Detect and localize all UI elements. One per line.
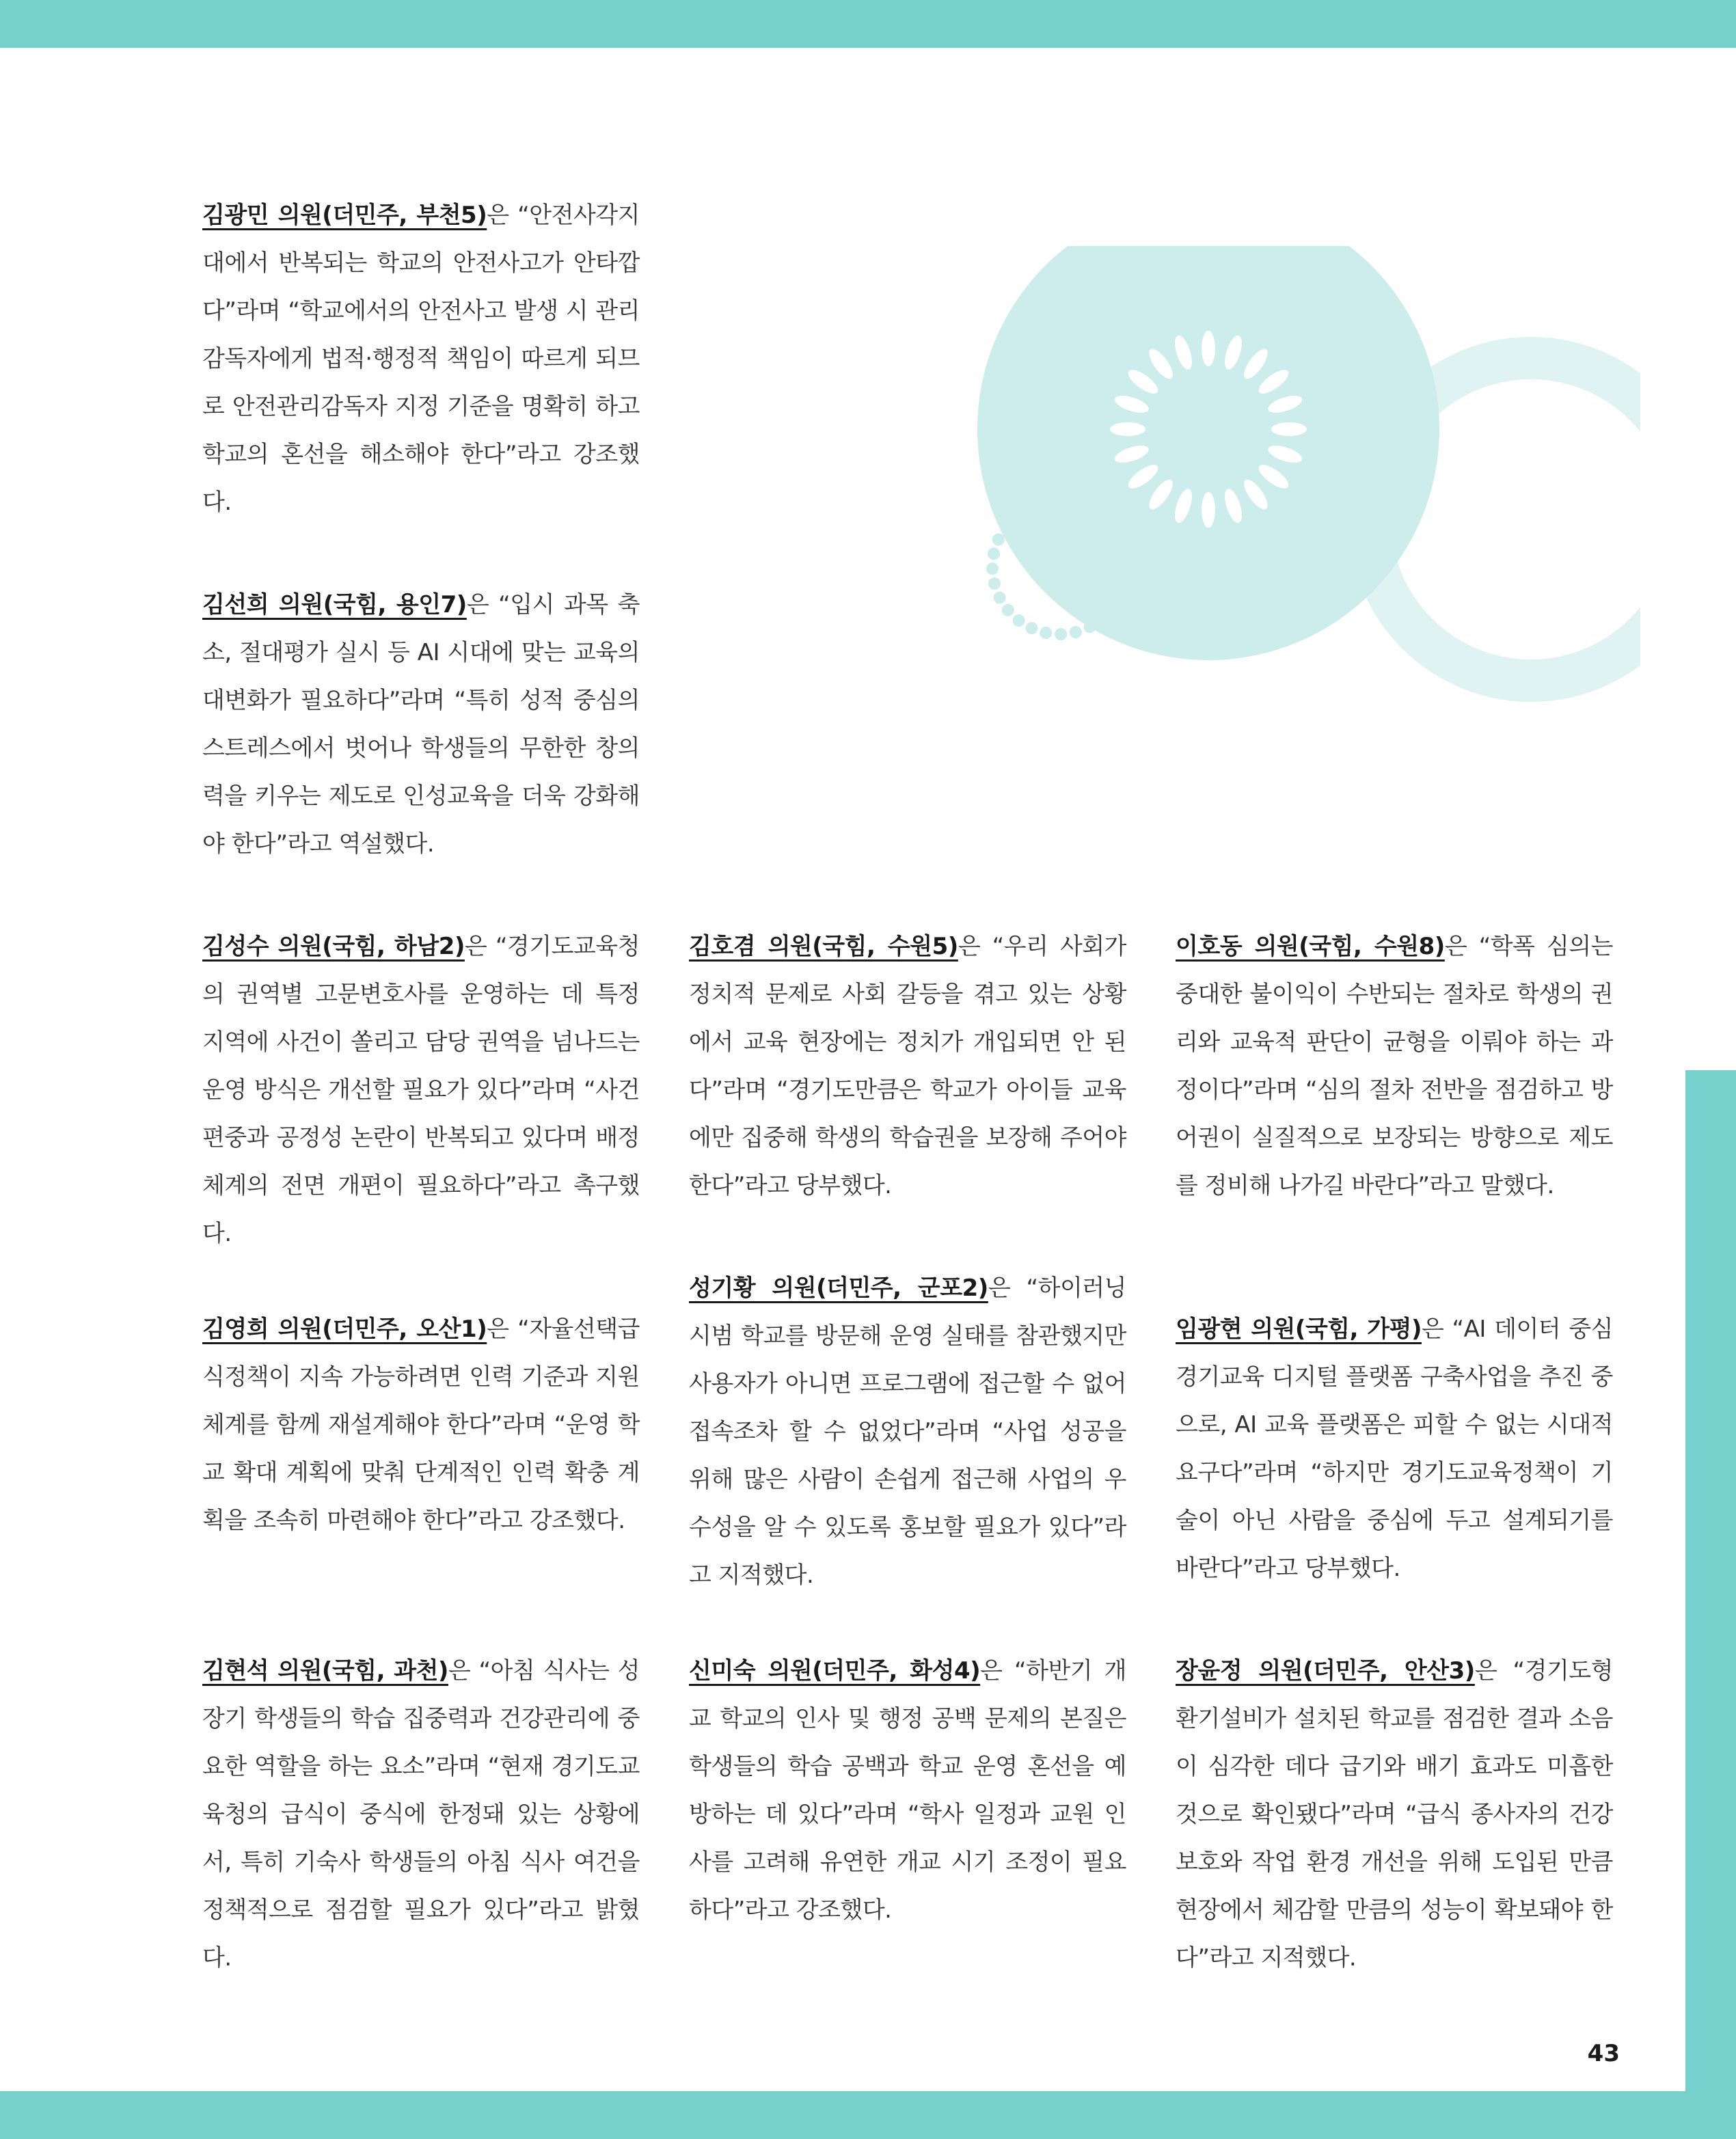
statement-text: 은 “아침 식사는 성장기 학생들의 학습 집중력과 건강관리에 중요한 역할을 하는 요소”라며 “현재 경기도교육청의 급식이 중식에 한정돼 있는 상황에서, 특히 기숙사 학생들의 아침 식사 여건을 정책적으로 점검할 필요가 있다”라고 밝혔다. [202,1657,640,1972]
statement-text: 은 “하반기 개교 학교의 인사 및 행정 공백 문제의 본질은 학생들의 학습 공백과 학교 운영 혼선을 예방하는 데 있다”라며 “학사 일정과 교원 인사를 고려해 유연한 개교 시기 조정이 필요하다”라고 강조했다. [689,1657,1126,1924]
statement-text: 은 “입시 과목 축소, 절대평가 실시 등 AI 시대에 맞는 교육의 대변화가 필요하다”라며 “특히 성적 중심의 스트레스에서 벗어나 학생들의 무한한 창의력을 키우는 제도로 인성교육을 더욱 강화해야 한다”라고 역설했다. [202,591,640,858]
bottom-accent-band [0,2091,1736,2139]
statement-kim-seongsu [202,923,640,1257]
statement-kim-hyeonseok [202,1647,640,1982]
page-number: 43 [1587,2040,1620,2067]
statement-sin-misuk [689,1647,1126,1934]
member-name: 김호겸 의원(국힘, 수원5) [689,933,958,960]
statement-text: 은 “안전사각지대에서 반복되는 학교의 안전사고가 안타깝다”라며 “학교에서의 안전사고 발생 시 관리감독자에게 법적·행정적 책임이 따르게 되므로 안전관리감독자 지정 기준을 명확히 하고 학교의 혼선을 해소해야 한다”라고 강조했다. [202,202,640,516]
statement-kim-yeonghui [202,1305,640,1544]
member-name: 김영희 의원(더민주, 오산1) [202,1316,487,1343]
member-name: 임광현 의원(국힘, 가평) [1176,1316,1422,1343]
member-name: 장윤정 의원(더민주, 안산3) [1176,1657,1475,1685]
statement-text: 은 “학폭 심의는 중대한 불이익이 수반되는 절차로 학생의 권리와 교육적 판단이 균형을 이뤄야 하는 과정이다”라며 “심의 절차 전반을 점검하고 방어권이 실질적으로 보장되는 방향으로 제도를 정비해 나가길 바란다”라고 말했다. [1176,933,1613,1199]
statement-kim-gwangmin [202,191,640,526]
member-name: 김광민 의원(더민주, 부천5) [202,202,487,229]
statement-text: 은 “우리 사회가 정치적 문제로 사회 갈등을 겪고 있는 상황에서 교육 현장에는 정치가 개입되면 안 된다”라며 “경기도만큼은 학교가 아이들 교육에만 집중해 학생의 학습권을 보장해 주어야 한다”라고 당부했다. [689,933,1126,1199]
member-name: 김성수 의원(국힘, 하남2) [202,933,465,960]
statement-jang-yunjeong [1176,1647,1613,1982]
member-name: 성기황 의원(더민주, 군포2) [689,1275,988,1302]
member-name: 김현석 의원(국힘, 과천) [202,1657,448,1685]
member-name: 이호동 의원(국힘, 수원8) [1176,933,1445,960]
statement-text: 은 “경기도교육청의 권역별 고문변호사를 운영하는 데 특정 지역에 사건이 쏠리고 담당 권역을 넘나드는 운영 방식은 개선할 필요가 있다”라며 “사건 편중과 공정성 논란이 반복되고 있다며 배정체계의 전면 개편이 필요하다”라고 촉구했다. [202,933,640,1247]
sparkle-circle-icon [957,246,1640,752]
statement-text: 은 “AI 데이터 중심 경기교육 디지털 플랫폼 구축사업을 추진 중으로, AI 교육 플랫폼은 피할 수 없는 시대적 요구다”라며 “하지만 경기도교육정책이 기술이 아닌 사람을 중심에 두고 설계되기를 바란다”라고 당부했다. [1176,1316,1614,1582]
top-accent-band [0,0,1736,48]
statement-lee-hodong [1176,923,1613,1210]
statement-im-gwanghyeon [1176,1305,1613,1592]
member-name: 김선희 의원(국힘, 용인7) [202,591,467,618]
statement-text: 은 “경기도형 환기설비가 설치된 학교를 점검한 결과 소음이 심각한 데다 급기와 배기 효과도 미흡한 것으로 확인됐다”라며 “급식 종사자의 건강 보호와 작업 환경 개선을 위해 도입된 만큼 현장에서 체감할 만큼의 성능이 확보돼야 한다”라고 지적했다. [1176,1657,1613,1972]
statement-text: 은 “자율선택급식정책이 지속 가능하려면 인력 기준과 지원체계를 함께 재설계해야 한다”라며 “운영 학교 확대 계획에 맞춰 단계적인 인력 확충 계획을 조속히 마련해야 한다”라고 강조했다. [202,1316,640,1534]
statement-seong-gihwang [689,1264,1126,1599]
statement-kim-seonhui [202,581,640,868]
statement-kim-hogyeom [689,923,1126,1210]
side-accent-band [1685,1070,1736,2139]
statement-text: 은 “하이러닝 시범 학교를 방문해 운영 실태를 참관했지만 사용자가 아니면 프로그램에 접근할 수 없어 접속조차 할 수 없었다”라며 “사업 성공을 위해 많은 사람이 손쉽게 접근해 사업의 우수성을 알 수 있도록 홍보할 필요가 있다”라고 지적했다. [689,1275,1126,1589]
member-name: 신미숙 의원(더민주, 화성4) [689,1657,981,1685]
